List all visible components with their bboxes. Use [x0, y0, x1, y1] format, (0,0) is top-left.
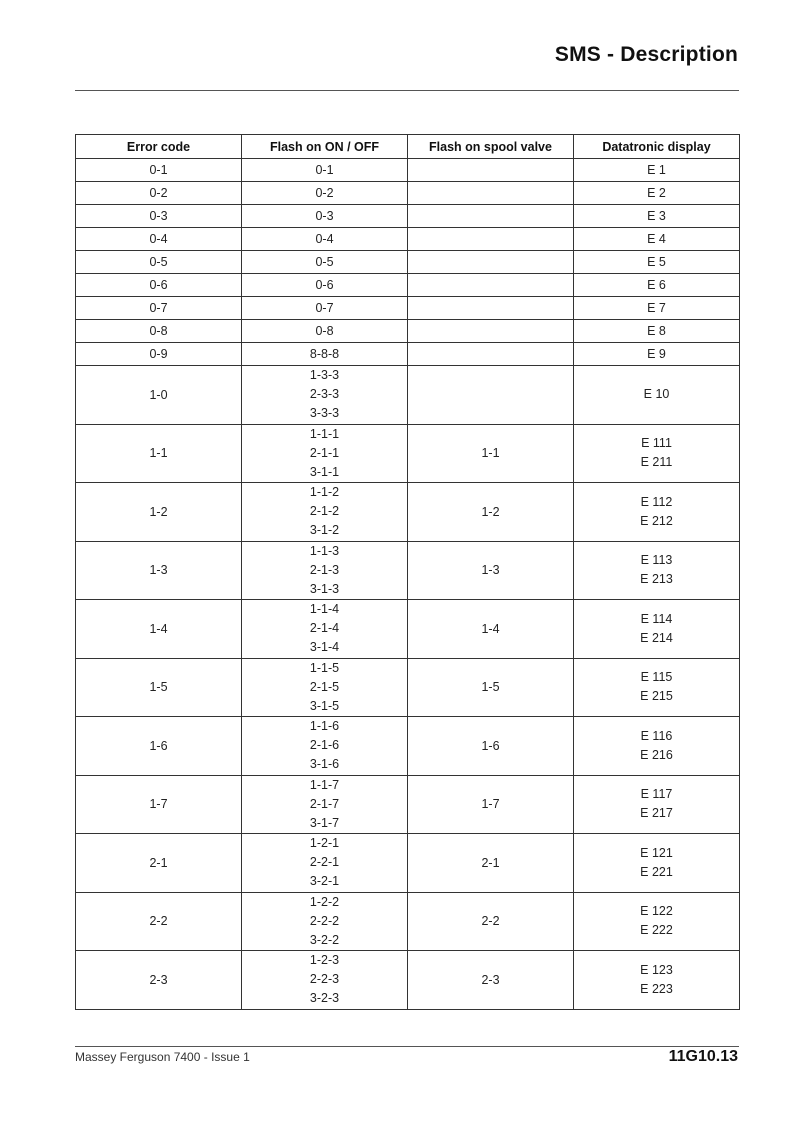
cell-error-code: 0-2 — [76, 182, 242, 205]
cell-flash-on-off-line: 3-1-4 — [309, 640, 340, 655]
cell-error-code: 1-6 — [76, 717, 242, 776]
cell-datatronic-display — [574, 424, 740, 483]
cell-flash-spool-valve — [408, 182, 574, 205]
cell-datatronic-display — [574, 600, 740, 659]
cell-datatronic-display-line: E 217 — [640, 806, 673, 821]
cell-error-code: 1-2 — [76, 483, 242, 542]
cell-flash-on-off-line: 2-2-1 — [309, 855, 340, 870]
cell-flash-spool-valve: 1-6 — [408, 717, 574, 776]
cell-flash-on-off-line: 3-1-6 — [309, 757, 340, 772]
table-row — [76, 658, 740, 717]
table-row — [76, 717, 740, 776]
cell-error-code: 2-1 — [76, 834, 242, 893]
cell-flash-on-off-line: 2-1-1 — [309, 445, 340, 460]
cell-flash-spool-valve: 1-3 — [408, 541, 574, 600]
cell-datatronic-display-line: E 215 — [640, 689, 673, 704]
table-row — [76, 228, 740, 251]
table-row — [76, 205, 740, 228]
cell-datatronic-display-line: E 122 — [640, 904, 673, 919]
cell-flash-on-off-line: 2-3-3 — [309, 387, 340, 402]
table-row — [76, 251, 740, 274]
cell-flash-on-off-line: 1-2-2 — [309, 894, 340, 909]
cell-flash-on-off-line: 1-3-3 — [309, 368, 340, 383]
cell-flash-on-off-line: 8-8-8 — [309, 346, 340, 361]
cell-flash-on-off-line: 1-2-3 — [309, 953, 340, 968]
cell-flash-on-off-line: 0-2 — [315, 185, 334, 200]
cell-flash-spool-valve: 1-4 — [408, 600, 574, 659]
cell-flash-on-off-line: 2-1-6 — [309, 738, 340, 753]
table-row — [76, 424, 740, 483]
cell-datatronic-display — [574, 205, 740, 228]
table-header-row — [76, 135, 740, 159]
cell-flash-on-off — [242, 366, 408, 425]
cell-error-code: 1-1 — [76, 424, 242, 483]
footer-publication: Massey Ferguson 7400 - Issue 1 — [75, 1050, 250, 1064]
cell-error-code: 0-9 — [76, 343, 242, 366]
error-code-table — [75, 134, 740, 1010]
cell-datatronic-display-line: E 211 — [640, 455, 673, 470]
table-row — [76, 892, 740, 951]
cell-datatronic-display — [574, 775, 740, 834]
cell-datatronic-display — [574, 297, 740, 320]
cell-error-code: 1-3 — [76, 541, 242, 600]
cell-flash-on-off — [242, 182, 408, 205]
cell-flash-on-off-line: 0-7 — [315, 300, 334, 315]
cell-datatronic-display-line: E 111 — [641, 436, 672, 451]
cell-datatronic-display-line: E 10 — [643, 387, 670, 402]
cell-datatronic-display-line: E 222 — [640, 923, 673, 938]
cell-datatronic-display — [574, 951, 740, 1010]
cell-error-code: 0-1 — [76, 159, 242, 182]
cell-flash-on-off-line: 2-1-2 — [309, 504, 340, 519]
cell-flash-on-off — [242, 600, 408, 659]
cell-datatronic-display-line: E 121 — [640, 845, 673, 860]
cell-flash-on-off-line: 2-1-7 — [309, 796, 340, 811]
cell-flash-on-off-line: 3-1-3 — [309, 581, 340, 596]
cell-datatronic-display-line: E 221 — [640, 864, 673, 879]
cell-datatronic-display-line: E 223 — [640, 981, 673, 996]
cell-flash-on-off — [242, 251, 408, 274]
cell-flash-spool-valve — [408, 320, 574, 343]
table-row — [76, 600, 740, 659]
cell-flash-on-off-line: 0-8 — [315, 323, 334, 338]
cell-datatronic-display-line: E 3 — [647, 208, 666, 223]
column-header-flash-on-off: Flash on ON / OFF — [242, 135, 408, 159]
cell-flash-on-off — [242, 541, 408, 600]
cell-datatronic-display-line: E 5 — [647, 254, 666, 269]
cell-datatronic-display-line: E 123 — [640, 962, 673, 977]
table-row — [76, 297, 740, 320]
cell-flash-on-off-line: 2-1-3 — [309, 562, 340, 577]
cell-datatronic-display-line: E 213 — [640, 572, 673, 587]
cell-flash-on-off — [242, 951, 408, 1010]
table-row — [76, 343, 740, 366]
cell-flash-on-off-line: 1-1-4 — [309, 602, 340, 617]
cell-datatronic-display-line: E 1 — [647, 162, 666, 177]
table-row — [76, 159, 740, 182]
cell-flash-on-off-line: 1-2-1 — [309, 836, 340, 851]
table-row — [76, 834, 740, 893]
cell-datatronic-display — [574, 274, 740, 297]
cell-datatronic-display — [574, 320, 740, 343]
cell-flash-on-off-line: 2-2-3 — [309, 972, 340, 987]
column-header-flash-spool-valve: Flash on spool valve — [408, 135, 574, 159]
cell-flash-spool-valve — [408, 228, 574, 251]
cell-flash-on-off-line: 3-3-3 — [309, 406, 340, 421]
cell-flash-on-off-line: 3-2-1 — [309, 874, 340, 889]
cell-flash-spool-valve — [408, 159, 574, 182]
cell-datatronic-display-line: E 2 — [647, 185, 666, 200]
table-row — [76, 951, 740, 1010]
cell-datatronic-display-line: E 115 — [640, 670, 673, 685]
footer-divider — [75, 1046, 739, 1047]
cell-flash-spool-valve — [408, 297, 574, 320]
cell-datatronic-display-line: E 7 — [647, 300, 666, 315]
cell-datatronic-display — [574, 251, 740, 274]
cell-flash-on-off — [242, 717, 408, 776]
cell-flash-on-off-line: 3-1-1 — [309, 464, 340, 479]
cell-flash-spool-valve — [408, 251, 574, 274]
cell-flash-spool-valve — [408, 205, 574, 228]
cell-datatronic-display-line: E 9 — [647, 346, 666, 361]
cell-datatronic-display-line: E 212 — [640, 513, 673, 528]
cell-error-code: 0-7 — [76, 297, 242, 320]
cell-flash-on-off-line: 0-5 — [315, 254, 334, 269]
cell-flash-on-off-line: 2-1-4 — [309, 621, 340, 636]
cell-datatronic-display-line: E 216 — [640, 747, 673, 762]
table-row — [76, 483, 740, 542]
cell-flash-on-off-line: 2-2-2 — [309, 913, 340, 928]
table-row — [76, 775, 740, 834]
column-header-error-code: Error code — [76, 135, 242, 159]
cell-datatronic-display-line: E 112 — [640, 494, 673, 509]
cell-flash-spool-valve: 2-3 — [408, 951, 574, 1010]
cell-flash-spool-valve: 1-7 — [408, 775, 574, 834]
cell-flash-spool-valve — [408, 343, 574, 366]
cell-datatronic-display-line: E 214 — [640, 630, 673, 645]
cell-flash-on-off-line: 0-3 — [315, 208, 334, 223]
cell-flash-on-off — [242, 483, 408, 542]
cell-flash-on-off-line: 3-2-3 — [309, 991, 340, 1006]
table-row — [76, 274, 740, 297]
cell-datatronic-display — [574, 343, 740, 366]
cell-datatronic-display — [574, 717, 740, 776]
cell-flash-on-off — [242, 297, 408, 320]
page-title: SMS - Description — [554, 43, 738, 66]
cell-error-code: 0-8 — [76, 320, 242, 343]
table-row — [76, 366, 740, 425]
cell-error-code: 2-3 — [76, 951, 242, 1010]
cell-flash-spool-valve: 1-2 — [408, 483, 574, 542]
cell-datatronic-display — [574, 541, 740, 600]
cell-flash-spool-valve — [408, 274, 574, 297]
cell-flash-on-off-line: 0-1 — [315, 162, 334, 177]
cell-datatronic-display-line: E 114 — [640, 611, 673, 626]
cell-flash-spool-valve — [408, 366, 574, 425]
cell-flash-on-off — [242, 159, 408, 182]
cell-datatronic-display — [574, 366, 740, 425]
cell-flash-spool-valve: 2-1 — [408, 834, 574, 893]
cell-flash-on-off-line: 2-1-5 — [309, 679, 340, 694]
table-row — [76, 541, 740, 600]
cell-flash-on-off-line: 1-1-3 — [309, 543, 340, 558]
cell-datatronic-display-line: E 113 — [640, 553, 673, 568]
cell-flash-on-off-line: 3-1-7 — [309, 815, 340, 830]
cell-error-code: 1-7 — [76, 775, 242, 834]
cell-flash-on-off-line: 0-4 — [315, 231, 334, 246]
column-header-datatronic-display: Datatronic display — [574, 135, 740, 159]
cell-datatronic-display-line: E 4 — [647, 231, 666, 246]
cell-flash-on-off — [242, 343, 408, 366]
cell-flash-on-off — [242, 424, 408, 483]
cell-datatronic-display — [574, 182, 740, 205]
cell-flash-on-off — [242, 892, 408, 951]
cell-flash-on-off-line: 1-1-5 — [309, 660, 340, 675]
cell-flash-on-off-line: 3-1-2 — [309, 523, 340, 538]
table-body — [76, 159, 740, 1010]
cell-flash-spool-valve: 1-1 — [408, 424, 574, 483]
cell-error-code: 2-2 — [76, 892, 242, 951]
cell-flash-on-off-line: 1-1-2 — [309, 485, 340, 500]
cell-error-code: 0-3 — [76, 205, 242, 228]
cell-datatronic-display — [574, 834, 740, 893]
cell-flash-on-off — [242, 274, 408, 297]
cell-datatronic-display — [574, 892, 740, 951]
cell-flash-on-off — [242, 228, 408, 251]
table-row — [76, 320, 740, 343]
cell-flash-on-off-line: 3-1-5 — [309, 698, 340, 713]
cell-datatronic-display-line: E 117 — [640, 787, 673, 802]
cell-error-code: 0-4 — [76, 228, 242, 251]
cell-error-code: 0-5 — [76, 251, 242, 274]
cell-flash-on-off-line: 1-1-6 — [309, 719, 340, 734]
cell-flash-on-off-line: 0-6 — [315, 277, 334, 292]
cell-datatronic-display — [574, 658, 740, 717]
header-divider — [75, 90, 739, 91]
cell-flash-on-off-line: 3-2-2 — [309, 932, 340, 947]
cell-flash-on-off-line: 1-1-1 — [309, 426, 340, 441]
cell-error-code: 1-0 — [76, 366, 242, 425]
cell-datatronic-display-line: E 8 — [647, 323, 666, 338]
cell-datatronic-display — [574, 159, 740, 182]
cell-flash-on-off — [242, 205, 408, 228]
cell-flash-on-off-line: 1-1-7 — [309, 777, 340, 792]
table-row — [76, 182, 740, 205]
cell-datatronic-display — [574, 483, 740, 542]
cell-flash-on-off — [242, 320, 408, 343]
cell-flash-spool-valve: 1-5 — [408, 658, 574, 717]
cell-flash-spool-valve: 2-2 — [408, 892, 574, 951]
cell-datatronic-display — [574, 228, 740, 251]
footer-page-number: 11G10.13 — [668, 1048, 738, 1065]
cell-flash-on-off — [242, 834, 408, 893]
cell-error-code: 0-6 — [76, 274, 242, 297]
cell-error-code: 1-5 — [76, 658, 242, 717]
cell-flash-on-off — [242, 775, 408, 834]
cell-flash-on-off — [242, 658, 408, 717]
cell-datatronic-display-line: E 6 — [647, 277, 666, 292]
cell-error-code: 1-4 — [76, 600, 242, 659]
cell-datatronic-display-line: E 116 — [640, 728, 673, 743]
